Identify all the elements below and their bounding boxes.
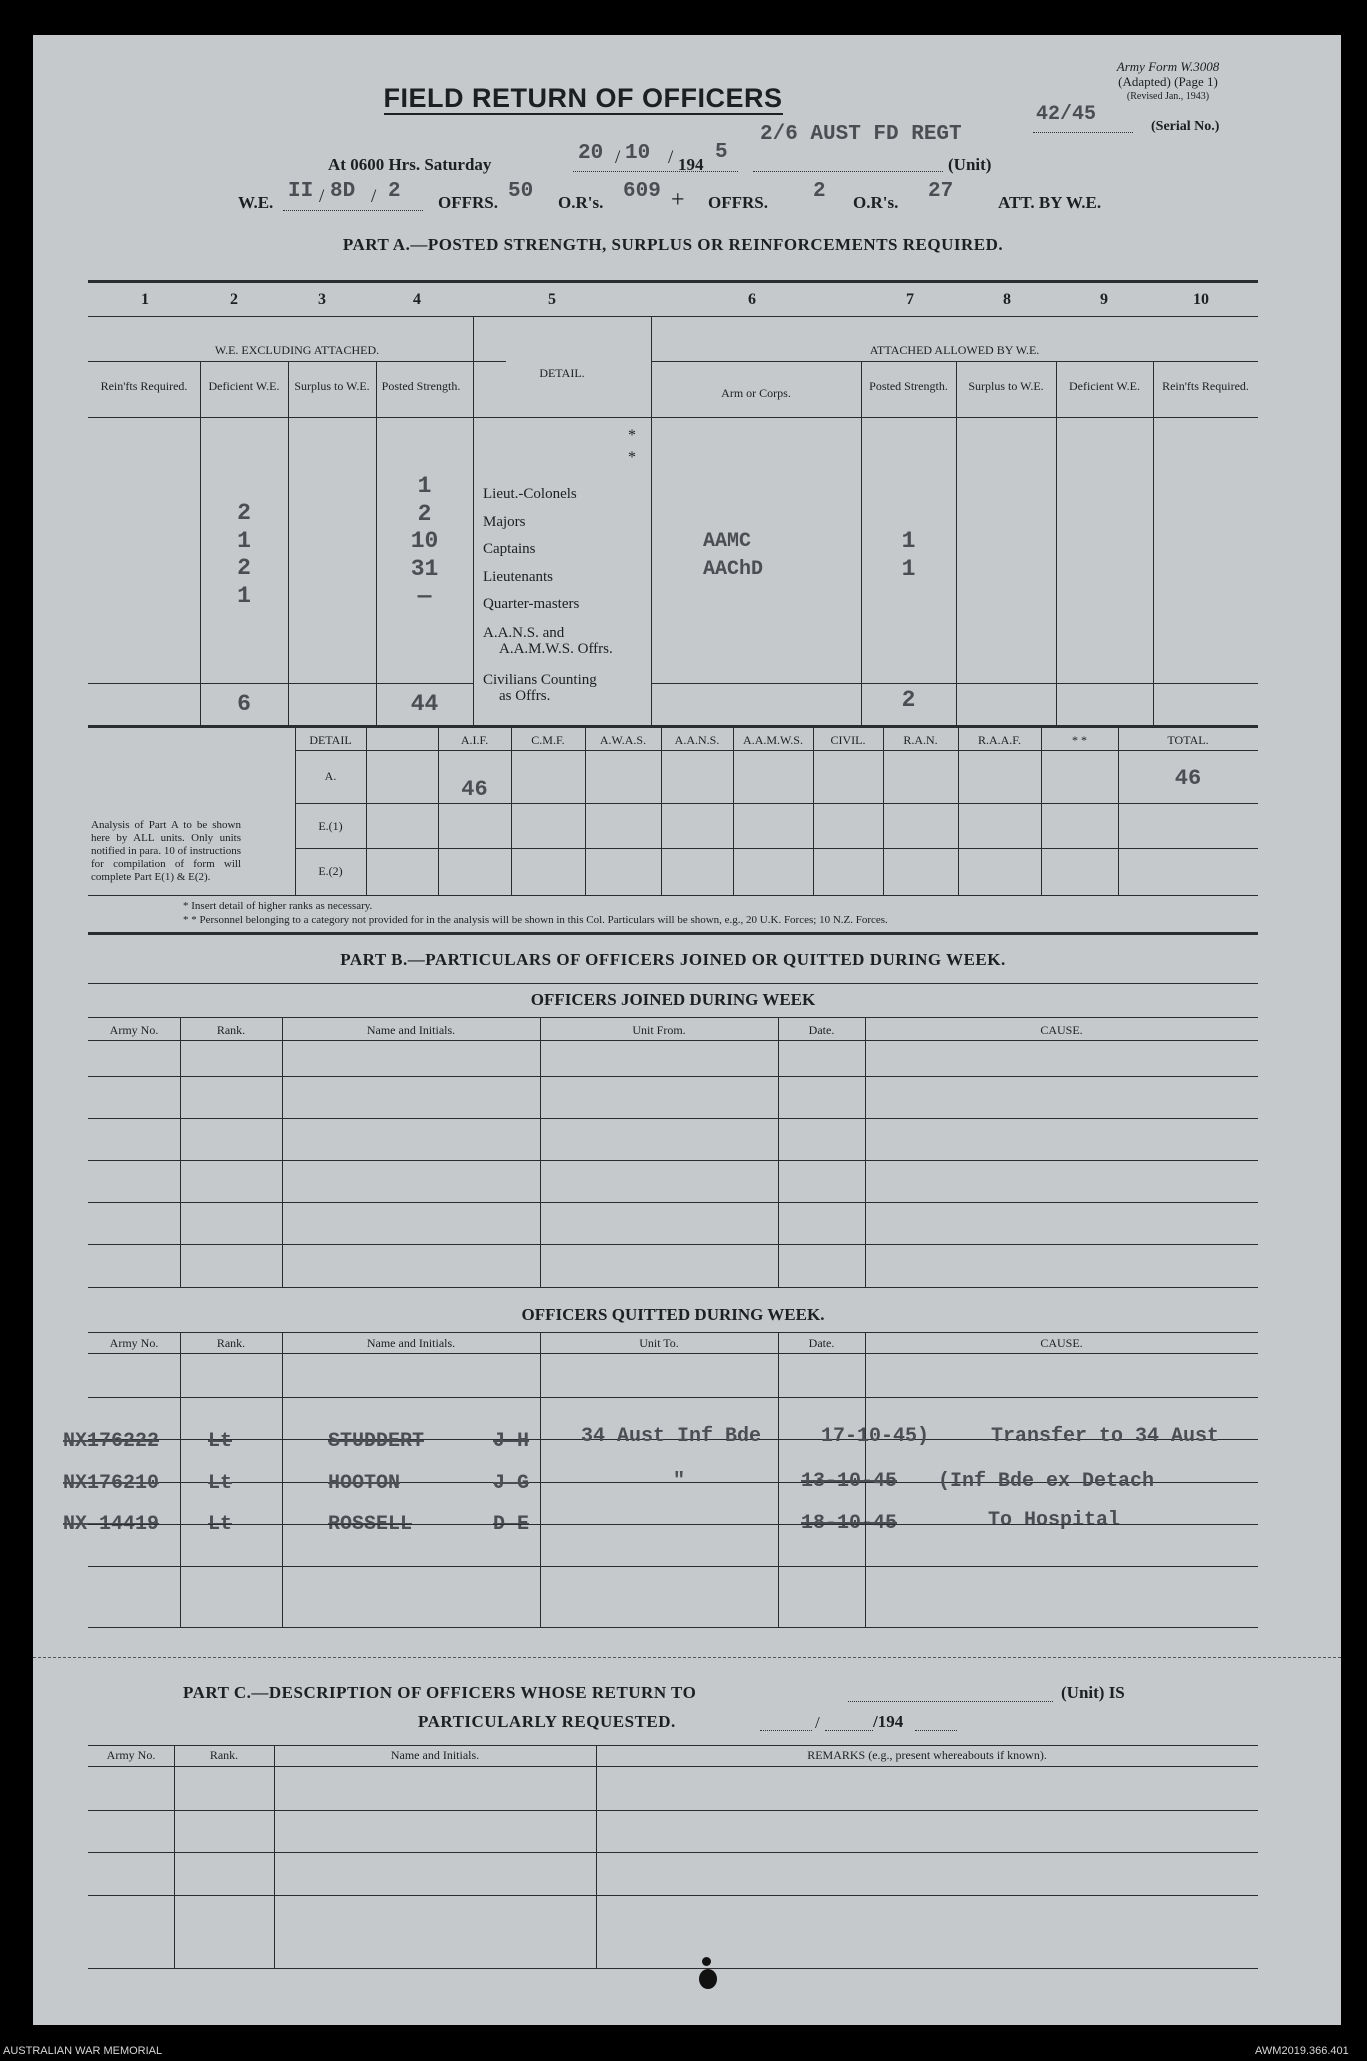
rank-civilians	[483, 672, 597, 704]
rank-civilians-line2: as Offrs.	[499, 688, 551, 704]
joined-h-date: Date.	[808, 1023, 835, 1037]
we-a: II	[288, 180, 314, 203]
col-number-1: 1	[141, 291, 149, 308]
quitted-row-rule-3	[88, 1524, 1258, 1525]
footnote-1: * Insert detail of higher ranks as necessary.	[183, 900, 373, 912]
part-c-line2-c: /194	[873, 1712, 904, 1731]
footer-right: AWM2019.366.401	[1255, 2045, 1349, 2057]
date-sep1: /	[615, 147, 621, 168]
rank-quarter-masters: Quarter-masters	[483, 596, 580, 612]
q3-name: ROSSELL	[328, 1513, 413, 1536]
group-attached-allowed: ATTACHED ALLOWED BY W.E.	[869, 343, 1040, 357]
joined-row-rule-4	[88, 1202, 1258, 1203]
analysis-top-rule	[88, 725, 1258, 728]
ranks-list	[483, 481, 579, 619]
part-c-line2-b: /	[815, 1713, 820, 1732]
analysis-h-aamws: A.A.M.W.S.	[743, 733, 803, 747]
form-title-text: FIELD RETURN OF OFFICERS	[383, 83, 783, 113]
analysis-bottom-rule	[88, 895, 1258, 896]
total-att-posted: 2	[901, 687, 916, 713]
part-c-header-rule	[88, 1766, 1258, 1767]
arm-aamc: AAMC	[703, 530, 752, 553]
analysis-h-aif: A.I.F.	[460, 733, 489, 747]
analysis-h-detail: DETAIL	[309, 733, 352, 747]
date-year-digit: 5	[715, 141, 728, 164]
date-day: 20	[578, 142, 604, 165]
unit-line	[753, 171, 943, 172]
group-right-rule	[651, 361, 1258, 362]
q1-name: STUDDERT	[328, 1430, 425, 1453]
star-1: *	[628, 427, 636, 444]
quitted-title-rule	[88, 1332, 1258, 1333]
serial-line	[1033, 132, 1133, 133]
posted-captains: 10	[410, 528, 439, 554]
deficient-quartermasters: 1	[237, 582, 251, 609]
we-c: 2	[388, 180, 401, 203]
rank-aans-line2: A.A.M.W.S. Offrs.	[499, 641, 613, 657]
q2-army-no: NX176210	[63, 1472, 160, 1495]
deficient-majors: 2	[237, 500, 251, 526]
analysis-row-e1: E.(1)	[318, 819, 343, 833]
part-c-row-rule-2	[88, 1852, 1258, 1853]
date-month: 10	[625, 142, 651, 165]
part-a-header-rule	[88, 417, 1258, 418]
part-b-title: PART B.—PARTICULARS OF OFFICERS JOINED OR QUITTED DURING WEEK.	[340, 950, 1006, 969]
quitted-h-unit-to: Unit To.	[639, 1336, 679, 1350]
col-number-6: 6	[748, 291, 756, 308]
part-a-top-rule	[88, 280, 1258, 283]
part-b-top-rule	[88, 932, 1258, 935]
deficient-lieutenants: 2	[237, 555, 251, 581]
date-line	[573, 171, 738, 172]
part-c-month-line	[825, 1730, 873, 1731]
date-year-prefix: 194	[678, 155, 704, 174]
analysis-row-rule-1	[295, 803, 1258, 804]
analysis-h-awas: A.W.A.S.	[599, 733, 647, 747]
q2-name: HOOTON	[328, 1472, 401, 1495]
q3-initials: D E	[493, 1513, 530, 1536]
rank-civilians-line1: Civilians Counting	[483, 672, 597, 688]
form-sheet	[33, 35, 1341, 2025]
vline-a9	[1153, 361, 1154, 726]
q1-initials: J H	[493, 1430, 530, 1453]
deficient-captains: 1	[237, 527, 251, 554]
header-deficient-we: Deficient W.E.	[208, 379, 280, 393]
q2-unit: "	[673, 1470, 686, 1493]
joined-title-rule	[88, 1017, 1258, 1018]
header-att-deficient-we: Deficient W.E.	[1069, 379, 1140, 393]
totals-rule-right	[651, 683, 1258, 684]
header-posted-strength: Posted Strength.	[381, 379, 461, 393]
rank-majors: Majors	[483, 513, 526, 530]
joined-title: OFFICERS JOINED DURING WEEK	[530, 990, 816, 1009]
rank-captains: Captains	[483, 541, 536, 557]
q1-cause: Transfer to 34 Aust	[991, 1425, 1220, 1448]
quitted-vline-1b	[180, 1482, 181, 1627]
vline-a5	[651, 316, 652, 726]
we-sep1: /	[319, 186, 325, 207]
analysis-row-e2: E.(2)	[318, 864, 343, 878]
date-label: At 0600 Hrs. Saturday	[328, 155, 492, 174]
we-b: 8D	[330, 180, 356, 203]
quitted-row-rule-4	[88, 1566, 1258, 1567]
date-sep2: /	[668, 147, 674, 168]
form-title	[33, 83, 1133, 114]
part-c-vline-2	[274, 1745, 275, 1969]
vline-a7	[956, 361, 957, 726]
serial-value: 42/45	[1036, 103, 1097, 126]
posted-lieut-colonels: 1	[417, 473, 432, 499]
col-number-5: 5	[548, 291, 556, 308]
analysis-aif-value: 46	[461, 777, 488, 802]
part-c-vline-1	[174, 1745, 175, 1969]
joined-header-rule	[88, 1040, 1258, 1041]
col-number-9: 9	[1100, 291, 1108, 308]
part-c-year-line	[915, 1730, 957, 1731]
quitted-vline-3	[540, 1332, 541, 1482]
q2-initials: J G	[493, 1472, 530, 1495]
joined-row-rule-5	[88, 1244, 1258, 1245]
header-surplus-we: Surplus to W.E.	[294, 379, 370, 393]
offrs2-value: 2	[813, 180, 826, 203]
quitted-vline-4	[778, 1332, 779, 1482]
header-arm-or-corps: Arm or Corps.	[721, 386, 791, 400]
joined-top-rule	[88, 983, 1258, 984]
totals-rule-left	[88, 683, 473, 684]
ink-blot	[699, 1969, 717, 1989]
ors-value: 609	[623, 180, 661, 203]
group-we-excluding: W.E. EXCLUDING ATTACHED.	[214, 343, 380, 357]
joined-bottom-rule	[88, 1287, 1258, 1288]
total-deficient: 6	[237, 691, 251, 717]
arms-values	[703, 528, 763, 583]
analysis-h-aans: A.A.N.S.	[674, 733, 720, 747]
q1-rank: Lt	[208, 1430, 233, 1453]
joined-h-unit-from: Unit From.	[632, 1023, 686, 1037]
detail-header: DETAIL.	[539, 366, 585, 380]
att-label: ATT. BY W.E.	[998, 193, 1102, 212]
col-number-3: 3	[318, 291, 326, 308]
part-c-unit-line	[848, 1701, 1053, 1702]
part-c-h-remarks: REMARKS (e.g., present whereabouts if known).	[807, 1748, 1047, 1762]
posted-lieutenants: 31	[410, 555, 439, 582]
posted-quartermasters: —	[417, 583, 432, 609]
part-a-title: PART A.—POSTED STRENGTH, SURPLUS OR REINFORCEMENTS REQUIRED.	[342, 235, 1004, 254]
att-posted-aamc: 1	[901, 528, 916, 554]
q1-army-no-text: NX176222	[63, 1430, 160, 1453]
q3-date: 18-10-45	[801, 1512, 898, 1535]
arm-aachd: AAChD	[703, 557, 764, 581]
part-c-h-army-no: Army No.	[106, 1748, 156, 1762]
quitted-header-rule	[88, 1353, 1258, 1354]
col-number-2: 2	[230, 291, 238, 308]
quitted-h-rank: Rank.	[216, 1336, 246, 1350]
part-c-h-rank: Rank.	[209, 1748, 239, 1762]
att-posted-values	[861, 528, 956, 583]
header-att-surplus-we: Surplus to W.E.	[968, 379, 1044, 393]
q3-cause: To Hospital	[988, 1509, 1121, 1532]
col-number-4: 4	[413, 291, 421, 308]
joined-vline-5	[865, 1017, 866, 1287]
q3-rank: Lt	[208, 1513, 233, 1536]
posted-majors: 2	[417, 500, 432, 527]
analysis-total-value: 46	[1174, 766, 1202, 791]
q1-date: 17-10-45)	[821, 1425, 930, 1448]
offrs2-label: OFFRS.	[708, 193, 768, 212]
quitted-final-rule	[88, 1627, 1258, 1628]
analysis-h-total: TOTAL.	[1167, 733, 1209, 747]
part-c-bottom-rule	[88, 1968, 1258, 1969]
quitted-title: OFFICERS QUITTED DURING WEEK.	[521, 1305, 825, 1324]
unit-label: (Unit)	[948, 155, 992, 174]
offrs-label: OFFRS.	[438, 193, 498, 212]
analysis-row-a: A.	[324, 769, 337, 783]
analysis-h-civil: CIVIL.	[830, 733, 866, 747]
star-2: *	[628, 449, 636, 466]
quitted-h-cause: CAUSE.	[1040, 1336, 1083, 1350]
part-c-line2-a: PARTICULARLY REQUESTED.	[418, 1712, 676, 1731]
joined-h-cause: CAUSE.	[1040, 1023, 1083, 1037]
vline-a8	[1056, 361, 1057, 726]
rank-lieutenants: Lieutenants	[483, 568, 553, 585]
footnote-2: * * Personnel belonging to a category not provided for in the analysis will be shown in this Col. Particulars will be shown, e.g., 20 U.K. Forces; 10 N.Z. Forces.	[183, 914, 888, 926]
part-c-vline-3	[596, 1745, 597, 1969]
vline-a2	[288, 361, 289, 726]
analysis-h-ran: R.A.N.	[903, 733, 938, 747]
analysis-note: Analysis of Part A to be shown here by ALL units. Only units notified in para. 10 of instructions for compilation of form will complete Part E(1) & E(2).	[91, 819, 241, 883]
form-id-line3: (Revised Jan., 1943)	[1126, 91, 1210, 102]
quitted-h-army-no: Army No.	[109, 1336, 159, 1350]
ors2-value: 27	[928, 180, 954, 203]
header-att-posted-strength: Posted Strength.	[869, 379, 948, 393]
joined-h-rank: Rank.	[216, 1023, 246, 1037]
joined-h-army-no: Army No.	[109, 1023, 159, 1037]
joined-row-rule-2	[88, 1118, 1258, 1119]
quitted-vline-4b	[778, 1482, 779, 1627]
ors2-label: O.R's.	[853, 193, 899, 212]
quitted-h-date: Date.	[808, 1336, 835, 1350]
we-sep2: /	[371, 186, 377, 207]
unit-value: 2/6 AUST FD REGT	[760, 123, 962, 146]
part-c-row-rule-3	[88, 1895, 1258, 1896]
serial-label: (Serial No.)	[1151, 119, 1220, 134]
part-c-h-name: Name and Initials.	[390, 1748, 480, 1762]
offrs-value: 50	[508, 180, 534, 203]
att-posted-aachd: 1	[901, 555, 916, 582]
quitted-h-name: Name and Initials.	[366, 1336, 456, 1350]
total-posted: 44	[410, 691, 439, 717]
part-c-title-a: PART C.—DESCRIPTION OF OFFICERS WHOSE RETURN TO	[183, 1683, 697, 1702]
vline-a4	[473, 316, 474, 726]
analysis-h-raaf: R.A.A.F.	[977, 733, 1022, 747]
quitted-vline-2b	[282, 1482, 283, 1627]
rank-aans	[483, 625, 613, 657]
col-number-8: 8	[1003, 291, 1011, 308]
ink-blot-small	[702, 1957, 711, 1966]
quitted-vline-5	[865, 1332, 866, 1482]
part-c-day-line	[760, 1730, 812, 1731]
form-id-line1: Army Form W.3008	[1116, 59, 1220, 74]
rank-aans-line1: A.A.N.S. and	[483, 625, 565, 641]
quitted-vline-1	[180, 1332, 181, 1482]
analysis-h-stars: * *	[1072, 733, 1087, 747]
part-a-number-rule	[88, 316, 1258, 317]
part-c-row-rule-1	[88, 1810, 1258, 1811]
header-reinfts-required: Rein'fts Required.	[100, 379, 188, 393]
quitted-vline-5b	[865, 1482, 866, 1627]
posted-values	[376, 473, 473, 611]
joined-vline-1	[180, 1017, 181, 1287]
part-c-top-rule	[88, 1745, 1258, 1746]
header-att-reinfts-required: Rein'fts Required.	[1162, 379, 1249, 393]
footer-left: AUSTRALIAN WAR MEMORIAL	[3, 2045, 163, 2057]
joined-h-name: Name and Initials.	[366, 1023, 456, 1037]
we-line	[283, 210, 423, 211]
group-left-rule	[88, 361, 506, 362]
joined-vline-4	[778, 1017, 779, 1287]
quitted-vline-3b	[540, 1482, 541, 1627]
perforation-line	[33, 1657, 1341, 1658]
q2-rank: Lt	[208, 1472, 233, 1495]
rank-lieut-colonels: Lieut.-Colonels	[483, 486, 577, 502]
part-c-title-b: (Unit) IS	[1061, 1683, 1125, 1702]
joined-vline-3	[540, 1017, 541, 1287]
quitted-vline-2	[282, 1332, 283, 1482]
analysis-row-rule-2	[295, 848, 1258, 849]
ors-label: O.R's.	[558, 193, 604, 212]
analysis-h-cmf: C.M.F.	[531, 733, 565, 747]
joined-vline-2	[282, 1017, 283, 1287]
plus-sign: +	[671, 187, 685, 213]
q2-date: 13-10-45	[801, 1470, 898, 1493]
col-number-7: 7	[906, 291, 914, 308]
col-number-10: 10	[1193, 291, 1209, 308]
deficient-values	[200, 500, 288, 610]
joined-row-rule-1	[88, 1076, 1258, 1077]
q3-army-no: NX 14419	[63, 1513, 160, 1536]
joined-row-rule-3	[88, 1160, 1258, 1161]
analysis-header-rule	[295, 750, 1258, 751]
form-id-line2: (Adapted) (Page 1)	[1118, 74, 1218, 89]
q2-cause: (Inf Bde ex Detach	[938, 1470, 1155, 1493]
quitted-row-rule-1	[88, 1397, 1258, 1398]
q1-unit: 34 Aust Inf Bde	[581, 1425, 762, 1448]
we-label: W.E.	[238, 193, 274, 212]
